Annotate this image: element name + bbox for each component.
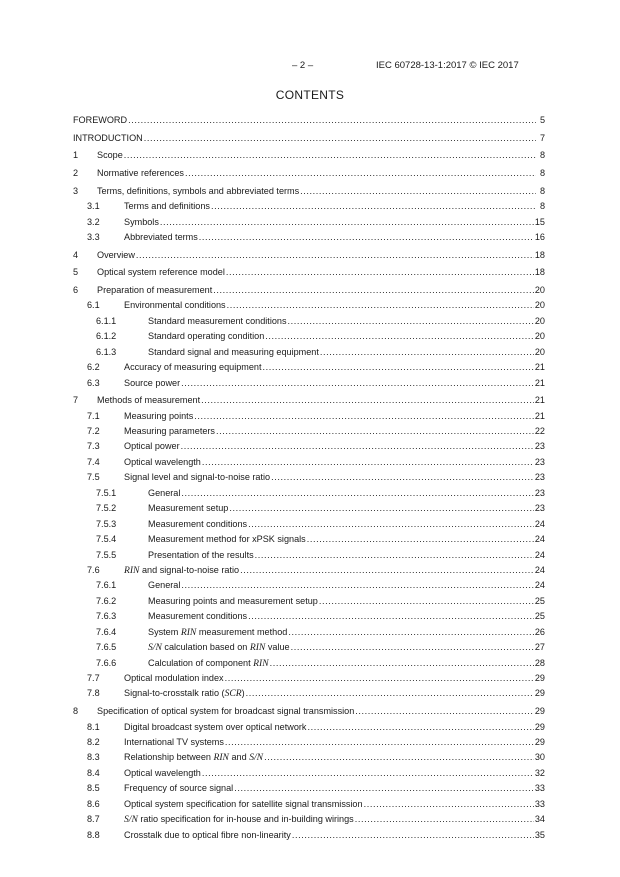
toc-entry[interactable] <box>73 186 545 201</box>
toc-entry-page: 8 <box>539 168 545 179</box>
toc-leader-dots <box>255 550 534 560</box>
toc-entry-title <box>148 503 228 513</box>
toc-entry-title-part: Standard operating condition <box>148 331 265 342</box>
toc-leader-dots <box>355 814 534 824</box>
toc-entry[interactable] <box>73 331 545 346</box>
toc-entry-title-part: Measuring points and measurement setup <box>148 595 318 606</box>
toc-entry-title <box>124 300 226 310</box>
toc-entry-title <box>124 232 198 242</box>
toc-entry-number: 6.1 <box>87 300 100 311</box>
toc-entry-title-part: Overview <box>97 249 135 260</box>
toc-entry-title-part: Terms and definitions <box>124 201 210 212</box>
toc-entry-page: 23 <box>534 503 545 514</box>
toc-entry-number: 5 <box>73 267 79 278</box>
toc-entry[interactable] <box>73 441 545 456</box>
toc-entry-page: 29 <box>534 688 545 699</box>
toc-entry-number: 8 <box>73 706 79 717</box>
toc-entry-title-part: Measuring points <box>124 410 194 421</box>
toc-leader-dots <box>225 737 534 747</box>
toc-entry-number: 7.8 <box>87 688 100 699</box>
toc-entry-title <box>124 673 224 683</box>
toc-entry-title-part: Signal level and signal-to-noise ratio <box>124 472 271 483</box>
toc-entry[interactable] <box>73 611 545 626</box>
toc-entry-title-italic: RIN <box>213 752 229 764</box>
toc-entry-title-part: and signal-to-noise ratio <box>139 564 240 575</box>
toc-entry-title <box>148 331 264 341</box>
toc-entry-title <box>148 316 287 326</box>
toc-leader-dots <box>307 722 533 732</box>
toc-entry-title-part: Optical system reference model <box>97 267 225 278</box>
toc-entry-title <box>148 596 318 606</box>
toc-entry-number: 8.7 <box>87 814 100 825</box>
toc-entry-title-part: value <box>265 642 290 653</box>
toc-entry-title-part: Measurement conditions <box>148 611 248 622</box>
toc-leader-dots <box>181 441 534 451</box>
toc-leader-dots <box>263 362 534 372</box>
toc-entry[interactable] <box>73 457 545 472</box>
table-of-contents <box>73 113 545 845</box>
toc-entry-page: 5 <box>539 115 545 126</box>
toc-entry-number: 6.1.3 <box>96 346 117 357</box>
toc-entry-title-part: Environmental conditions <box>124 300 226 311</box>
toc-entry-title-italic: SCR <box>224 688 242 700</box>
toc-entry[interactable] <box>73 472 545 487</box>
toc-entry-page: 21 <box>534 377 545 388</box>
toc-leader-dots <box>160 217 534 227</box>
toc-entry-title <box>73 133 143 143</box>
contents-title: CONTENTS <box>275 88 345 102</box>
toc-leader-dots <box>248 519 534 529</box>
toc-entry-page: 25 <box>534 595 545 606</box>
toc-entry-title-part: Symbols <box>124 216 159 227</box>
toc-leader-dots <box>288 627 534 637</box>
toc-entry-title <box>97 267 225 277</box>
toc-leader-dots <box>364 799 534 809</box>
toc-entry-page: 20 <box>534 315 545 326</box>
toc-leader-dots <box>128 115 536 125</box>
toc-entry-page: 25 <box>534 611 545 622</box>
toc-entry[interactable] <box>73 267 545 282</box>
toc-entry[interactable] <box>73 830 545 845</box>
toc-entry[interactable] <box>73 395 545 410</box>
toc-leader-dots <box>144 133 536 143</box>
toc-entry[interactable] <box>73 250 545 265</box>
toc-entry[interactable] <box>73 658 545 673</box>
toc-entry-title-part: Frequency of source signal <box>124 783 234 794</box>
toc-entry[interactable] <box>73 378 545 393</box>
toc-entry-page: 20 <box>534 284 545 295</box>
toc-entry-page: 8 <box>539 185 545 196</box>
toc-entry[interactable] <box>73 168 545 183</box>
toc-entry-title <box>97 150 123 160</box>
toc-entry[interactable] <box>73 362 545 377</box>
toc-entry-title-italic: RIN <box>124 564 140 576</box>
toc-entry-title <box>148 347 319 357</box>
toc-leader-dots <box>226 267 534 277</box>
toc-entry[interactable] <box>73 642 545 657</box>
toc-entry[interactable] <box>73 488 545 503</box>
toc-entry-title <box>124 814 354 825</box>
toc-entry-number: 7.4 <box>87 456 100 467</box>
toc-entry-title <box>124 378 180 388</box>
toc-entry[interactable] <box>73 285 545 300</box>
toc-entry[interactable] <box>73 347 545 362</box>
toc-entry-number: 3.3 <box>87 232 100 242</box>
toc-entry-title-part: Calculation of component <box>148 657 254 668</box>
toc-entry-page: 18 <box>534 249 545 260</box>
toc-entry[interactable] <box>73 799 545 814</box>
toc-entry-number: 7.6.1 <box>96 580 117 591</box>
toc-entry-title <box>148 658 269 669</box>
toc-entry-number: 7.2 <box>87 426 100 436</box>
toc-entry[interactable] <box>73 722 545 737</box>
toc-entry-title <box>124 799 363 809</box>
toc-entry[interactable] <box>73 150 545 165</box>
toc-leader-dots <box>211 201 536 211</box>
toc-leader-dots <box>270 658 534 668</box>
toc-entry-title-part: Signal-to-crosstalk ratio ( <box>124 688 225 699</box>
toc-leader-dots <box>319 596 534 606</box>
toc-entry-title <box>124 362 262 372</box>
toc-entry[interactable] <box>73 217 545 232</box>
toc-entry-number: 6 <box>73 284 79 295</box>
toc-entry-title-italic: S/N <box>249 752 264 764</box>
toc-entry-title-italic: RIN <box>249 642 266 654</box>
toc-leader-dots <box>300 186 536 196</box>
toc-entry-page: 29 <box>534 721 545 732</box>
toc-entry-title <box>124 457 201 467</box>
toc-entry-title-part: International TV systems <box>124 736 224 747</box>
toc-entry[interactable] <box>73 316 545 331</box>
toc-entry-page: 29 <box>534 706 545 717</box>
toc-entry-title-part: and <box>228 752 250 763</box>
toc-leader-dots <box>292 830 534 840</box>
toc-entry-title <box>148 611 247 621</box>
toc-entry-page: 8 <box>539 201 545 212</box>
toc-entry-title <box>148 519 247 529</box>
toc-entry-title-part: Preparation of measurement <box>97 284 213 295</box>
toc-entry-title-part: Normative references <box>97 168 184 179</box>
toc-entry-title <box>97 186 299 196</box>
toc-entry-title <box>124 426 215 436</box>
toc-entry-number: 7.7 <box>87 673 100 683</box>
toc-leader-dots <box>240 565 534 575</box>
toc-entry-page: 24 <box>534 549 545 560</box>
toc-leader-dots <box>124 150 536 160</box>
toc-leader-dots <box>248 611 534 621</box>
toc-entry-title-part: Measurement conditions <box>148 518 248 529</box>
toc-leader-dots <box>234 783 534 793</box>
toc-entry[interactable] <box>73 426 545 441</box>
toc-entry[interactable] <box>73 580 545 595</box>
toc-entry[interactable] <box>73 503 545 518</box>
toc-entry-number: 7.5.2 <box>96 503 117 514</box>
toc-entry-page: 23 <box>534 456 545 467</box>
standard-reference: IEC 60728-13-1:2017 © IEC 2017 <box>376 60 519 71</box>
toc-entry-page: 27 <box>534 642 545 653</box>
toc-entry-title <box>73 115 127 125</box>
toc-entry-page: 7 <box>539 132 545 143</box>
toc-entry-title <box>97 706 354 716</box>
toc-entry-number: 7.5.3 <box>96 518 117 529</box>
toc-entry-number: 6.1.2 <box>96 331 117 342</box>
toc-entry-title <box>148 488 180 498</box>
toc-entry-page: 22 <box>534 426 545 436</box>
toc-entry-page: 16 <box>534 232 545 242</box>
toc-entry-title-part: Standard measurement conditions <box>148 315 287 326</box>
toc-entry-title-part: Presentation of the results <box>148 549 254 560</box>
toc-entry-title-part: Optical modulation index <box>124 673 224 683</box>
toc-entry-page: 20 <box>534 331 545 342</box>
toc-entry-title-italic: RIN <box>253 657 269 669</box>
toc-leader-dots <box>201 395 534 405</box>
toc-entry-page: 21 <box>534 410 545 421</box>
toc-entry-page: 34 <box>534 814 545 825</box>
toc-entry-title-part: Scope <box>97 150 123 161</box>
toc-entry-title <box>124 752 263 763</box>
toc-entry-page: 21 <box>534 395 545 406</box>
toc-leader-dots <box>181 580 534 590</box>
toc-entry-title-part: ) <box>241 688 245 699</box>
toc-entry-number: 8.5 <box>87 783 100 794</box>
toc-entry-number: 7.6.6 <box>96 657 117 668</box>
toc-entry-title-part: INTRODUCTION <box>73 132 143 143</box>
toc-entry-number: 7.3 <box>87 441 100 452</box>
toc-entry-title-part: Standard signal and measuring equipment <box>148 346 319 357</box>
toc-entry-title-part: Methods of measurement <box>97 395 201 406</box>
toc-entry-title-part: FOREWORD <box>73 115 128 126</box>
toc-entry-title-part: Optical system specification for satellite signal transmission <box>124 798 363 809</box>
toc-entry[interactable] <box>73 115 545 130</box>
toc-entry-title-part: General <box>148 487 181 498</box>
toc-entry-number: 7.6.3 <box>96 611 117 622</box>
toc-entry-number: 7.6.5 <box>96 642 117 653</box>
toc-entry-page: 24 <box>534 564 545 575</box>
toc-entry-title <box>97 285 212 295</box>
toc-entry[interactable] <box>73 133 545 148</box>
toc-entry-title-part: System <box>148 626 181 637</box>
toc-entry-page: 15 <box>534 216 545 227</box>
toc-entry-number: 8.3 <box>87 752 100 763</box>
toc-entry-title <box>148 550 254 560</box>
toc-entry-title <box>148 627 287 638</box>
toc-entry-title-part: Digital broadcast system over optical network <box>124 721 307 732</box>
toc-entry-title <box>148 534 306 544</box>
toc-leader-dots <box>194 411 534 421</box>
toc-entry[interactable] <box>73 519 545 534</box>
toc-leader-dots <box>265 331 534 341</box>
toc-entry-title-part: Measurement method for xPSK signals <box>148 534 306 545</box>
toc-entry-number: 3.2 <box>87 216 100 227</box>
toc-entry-number: 8.6 <box>87 798 100 809</box>
toc-leader-dots <box>213 285 534 295</box>
toc-entry-page: 20 <box>534 300 545 311</box>
toc-entry[interactable] <box>73 752 545 767</box>
toc-entry-page: 18 <box>534 267 545 278</box>
toc-entry-number: 7.6.4 <box>96 626 117 637</box>
toc-entry-page: 30 <box>534 752 545 763</box>
toc-entry-title-part: Measuring parameters <box>124 426 215 436</box>
toc-entry-title <box>97 250 135 260</box>
toc-entry-title-part: calculation based on <box>161 642 250 653</box>
toc-leader-dots <box>185 168 536 178</box>
toc-leader-dots <box>355 706 534 716</box>
toc-entry-title-part: Optical wavelength <box>124 456 201 467</box>
toc-entry-page: 33 <box>534 798 545 809</box>
toc-entry-number: 8.4 <box>87 767 100 778</box>
toc-entry-title-italic: S/N <box>148 642 162 654</box>
toc-entry-page: 33 <box>534 783 545 794</box>
toc-entry-page: 23 <box>534 472 545 483</box>
toc-leader-dots <box>229 503 534 513</box>
toc-leader-dots <box>264 752 534 762</box>
toc-entry-number: 3.1 <box>87 201 100 212</box>
toc-entry-title <box>97 168 184 178</box>
toc-leader-dots <box>227 300 534 310</box>
toc-entry-number: 2 <box>73 168 79 179</box>
toc-entry-number: 3 <box>73 185 79 196</box>
toc-entry-title <box>148 642 290 653</box>
toc-leader-dots <box>199 232 534 242</box>
toc-entry[interactable] <box>73 550 545 565</box>
toc-entry[interactable] <box>73 201 545 216</box>
toc-leader-dots <box>181 488 534 498</box>
toc-entry-page: 20 <box>534 346 545 357</box>
toc-entry-title <box>124 768 201 778</box>
toc-entry-page: 23 <box>534 487 545 498</box>
toc-entry-title-italic: S/N <box>124 814 138 826</box>
toc-entry-number: 7.5.4 <box>96 534 117 545</box>
toc-entry[interactable] <box>73 768 545 783</box>
toc-entry-title-part: Terms, definitions, symbols and abbreviated terms <box>97 185 300 196</box>
page-number: – 2 – <box>292 60 314 71</box>
toc-entry-number: 7.5.1 <box>96 487 117 498</box>
toc-entry-page: 29 <box>534 736 545 747</box>
toc-entry-title <box>97 395 200 405</box>
toc-entry-title <box>124 722 306 732</box>
toc-entry-title-italic: RIN <box>180 626 197 638</box>
toc-entry-number: 7 <box>73 395 79 406</box>
toc-entry-title-part: Source power <box>124 377 181 388</box>
toc-entry-title <box>124 830 291 840</box>
toc-entry[interactable] <box>73 411 545 426</box>
toc-entry-page: 32 <box>534 767 545 778</box>
toc-entry-title <box>124 217 159 227</box>
toc-entry-number: 4 <box>73 249 79 260</box>
toc-entry-number: 1 <box>73 150 79 161</box>
toc-entry-title-part: Optical wavelength <box>124 767 201 778</box>
toc-entry[interactable] <box>73 783 545 798</box>
toc-entry-page: 26 <box>534 626 545 637</box>
toc-leader-dots <box>291 642 534 652</box>
toc-leader-dots <box>202 768 534 778</box>
toc-entry-title <box>124 472 270 482</box>
toc-entry-title-part: Optical power <box>124 441 180 452</box>
toc-entry-number: 7.6.2 <box>96 595 117 606</box>
toc-entry-page: 28 <box>534 657 545 668</box>
toc-entry-number: 6.2 <box>87 362 100 373</box>
toc-entry[interactable] <box>73 534 545 549</box>
toc-entry-title <box>124 565 239 576</box>
toc-entry-number: 8.1 <box>87 721 100 732</box>
toc-entry-page: 21 <box>534 362 545 373</box>
toc-entry[interactable] <box>73 673 545 688</box>
toc-entry-title <box>148 580 180 590</box>
toc-entry-page: 23 <box>534 441 545 452</box>
toc-leader-dots <box>320 347 534 357</box>
toc-entry-title <box>124 411 193 421</box>
toc-leader-dots <box>216 426 534 436</box>
toc-entry-title-part: Crosstalk due to optical fibre non-linearity <box>124 829 291 840</box>
toc-entry-number: 8.2 <box>87 736 100 747</box>
toc-entry-title <box>124 441 180 451</box>
toc-entry-number: 6.3 <box>87 377 100 388</box>
toc-leader-dots <box>246 688 534 698</box>
toc-entry[interactable] <box>73 232 545 247</box>
toc-entry-title <box>124 737 224 747</box>
toc-leader-dots <box>181 378 534 388</box>
toc-leader-dots <box>271 472 534 482</box>
toc-entry[interactable] <box>73 300 545 315</box>
toc-entry[interactable] <box>73 737 545 752</box>
toc-entry-title-part: General <box>148 580 181 591</box>
toc-entry-title <box>124 688 245 699</box>
toc-entry-number: 6.1.1 <box>96 315 117 326</box>
toc-entry-number: 8.8 <box>87 829 100 840</box>
toc-entry-number: 7.1 <box>87 410 100 421</box>
toc-entry-title-part: Accuracy of measuring equipment <box>124 362 262 373</box>
toc-entry-page: 29 <box>534 673 545 683</box>
toc-entry-number: 7.6 <box>87 564 100 575</box>
toc-leader-dots <box>307 534 534 544</box>
toc-entry-number: 7.5.5 <box>96 549 117 560</box>
toc-leader-dots <box>225 673 534 683</box>
toc-entry-page: 35 <box>534 829 545 840</box>
toc-entry-title-part: measurement method <box>196 626 288 637</box>
toc-entry-title-part: Abbreviated terms <box>124 232 198 242</box>
toc-entry[interactable] <box>73 688 545 703</box>
toc-entry-title-part: Relationship between <box>124 752 214 763</box>
toc-leader-dots <box>136 250 534 260</box>
toc-entry-number: 7.5 <box>87 472 100 483</box>
toc-entry-page: 24 <box>534 518 545 529</box>
toc-entry-page: 24 <box>534 534 545 545</box>
toc-entry-title-part: Measurement setup <box>148 503 229 514</box>
toc-entry[interactable] <box>73 596 545 611</box>
toc-entry-title <box>124 201 210 211</box>
toc-entry[interactable] <box>73 706 545 721</box>
toc-entry-title-part: Specification of optical system for broadcast signal transmission <box>97 706 355 717</box>
toc-entry-title-part: ratio specification for in-house and in-building wirings <box>137 814 354 825</box>
page-header <box>0 60 620 74</box>
toc-leader-dots <box>288 316 534 326</box>
toc-leader-dots <box>202 457 534 467</box>
toc-entry-title <box>124 783 233 793</box>
toc-entry[interactable] <box>73 627 545 642</box>
toc-entry-page: 8 <box>539 150 545 161</box>
toc-entry-page: 24 <box>534 580 545 591</box>
toc-entry[interactable] <box>73 565 545 580</box>
toc-entry[interactable] <box>73 814 545 829</box>
